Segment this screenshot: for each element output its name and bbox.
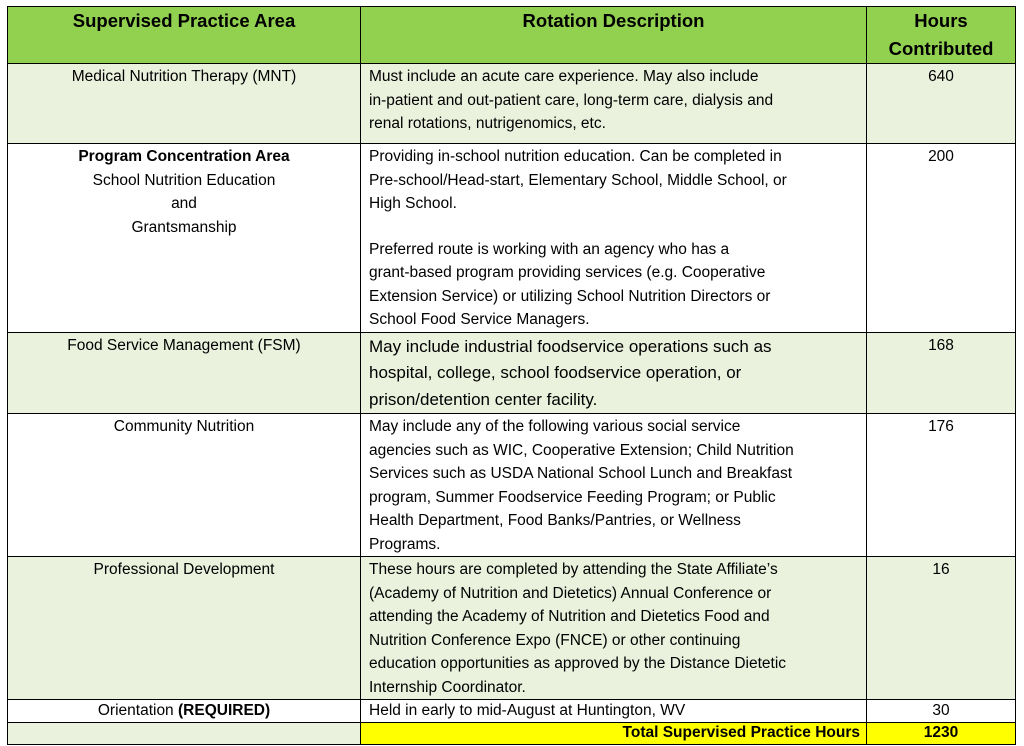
total-row: [8, 723, 1016, 745]
description-line: Providing in-school nutrition education. Can be completed in: [369, 148, 782, 165]
hours-cell: 176: [867, 414, 1016, 557]
description-cell: [361, 144, 867, 333]
description-line: Health Department, Food Banks/Pantries, or Wellness: [369, 512, 741, 529]
area-cell: [8, 557, 361, 700]
area-line: Grantsmanship: [131, 218, 237, 236]
description-line: program, Summer Foodservice Feeding Program; or Public: [369, 488, 776, 506]
hours-cell: 640: [867, 64, 1016, 144]
area-line: School Nutrition Education: [92, 171, 276, 189]
area-cell: [8, 144, 361, 333]
description-line: Preferred route is working with an agency who has a: [369, 240, 730, 258]
description-line: Held in early to mid-August at Huntington, WV: [369, 702, 686, 719]
practice-hours-table: [7, 6, 1016, 745]
description-line: Nutrition Conference Expo (FNCE) or other continuing: [369, 631, 741, 649]
description-line: High School.: [369, 195, 457, 212]
description-line: hospital, college, school foodservice operation, or: [369, 363, 742, 382]
header-hours: [867, 7, 1016, 64]
description-line: School Food Service Managers.: [369, 311, 590, 328]
description-line: These hours are completed by attending the State Affiliate’s: [369, 561, 778, 578]
description-line: renal rotations, nutrigenomics, etc.: [369, 115, 606, 132]
area-cell: [8, 332, 361, 414]
header-description: Rotation Description: [361, 7, 867, 64]
area-cell: [8, 414, 361, 557]
header-hours-line1: Hours: [914, 10, 968, 31]
area-label: Medical Nutrition Therapy (MNT): [71, 68, 297, 85]
table-row: [8, 414, 1016, 557]
description-line: agencies such as WIC, Cooperative Extension; Child Nutrition: [369, 441, 794, 459]
description-cell: [361, 332, 867, 414]
description-cell: [361, 700, 867, 723]
area-label: Food Service Management (FSM): [67, 336, 301, 354]
paragraph-gap: [369, 216, 860, 238]
table-row: [8, 64, 1016, 144]
hours-cell: 30: [867, 700, 1016, 723]
hours-cell: 16: [867, 557, 1016, 700]
table-row: [8, 557, 1016, 700]
description-cell: [361, 64, 867, 144]
total-label: Total Supervised Practice Hours: [361, 723, 867, 745]
header-hours-line2: Contributed: [888, 38, 994, 59]
description-line: Must include an acute care experience. May also include: [369, 68, 759, 85]
description-line: Services such as USDA National School Lunch and Breakfast: [369, 465, 793, 482]
header-area: Supervised Practice Area: [8, 7, 361, 64]
description-line: Internship Coordinator.: [369, 678, 526, 696]
description-line: prison/detention center facility.: [369, 389, 598, 409]
description-line: Pre-school/Head-start, Elementary School, Middle School, or: [369, 171, 787, 189]
area-label: Orientation: [97, 702, 178, 719]
area-cell: [8, 64, 361, 144]
description-line: May include industrial foodservice operations such as: [369, 336, 772, 356]
description-line: education opportunities as approved by the Distance Dietetic: [369, 655, 787, 672]
description-line: attending the Academy of Nutrition and Dietetics Food and: [369, 608, 770, 625]
hours-cell: 200: [867, 144, 1016, 333]
description-line: May include any of the following various social service: [369, 418, 741, 435]
area-cell: [8, 700, 361, 723]
table-row: [8, 144, 1016, 333]
header-row: [8, 7, 1016, 64]
total-empty-cell: [8, 723, 361, 745]
description-line: (Academy of Nutrition and Dietetics) Annual Conference or: [369, 584, 772, 602]
hours-cell: 168: [867, 332, 1016, 414]
description-line: Programs.: [369, 535, 441, 553]
total-value: 1230: [867, 723, 1016, 745]
area-label: Community Nutrition: [113, 418, 255, 435]
area-line: and: [171, 195, 197, 212]
description-line: in-patient and out-patient care, long-term care, dialysis and: [369, 91, 774, 109]
table-row: [8, 332, 1016, 414]
area-label: Professional Development: [93, 561, 275, 578]
area-label-bold: Program Concentration Area: [78, 148, 290, 165]
required-label: (REQUIRED): [178, 702, 271, 719]
description-line: Extension Service) or utilizing School Nutrition Directors or: [369, 287, 771, 305]
table-row: [8, 700, 1016, 723]
description-cell: [361, 414, 867, 557]
description-line: grant-based program providing services (e.g. Cooperative: [369, 264, 766, 281]
description-cell: [361, 557, 867, 700]
